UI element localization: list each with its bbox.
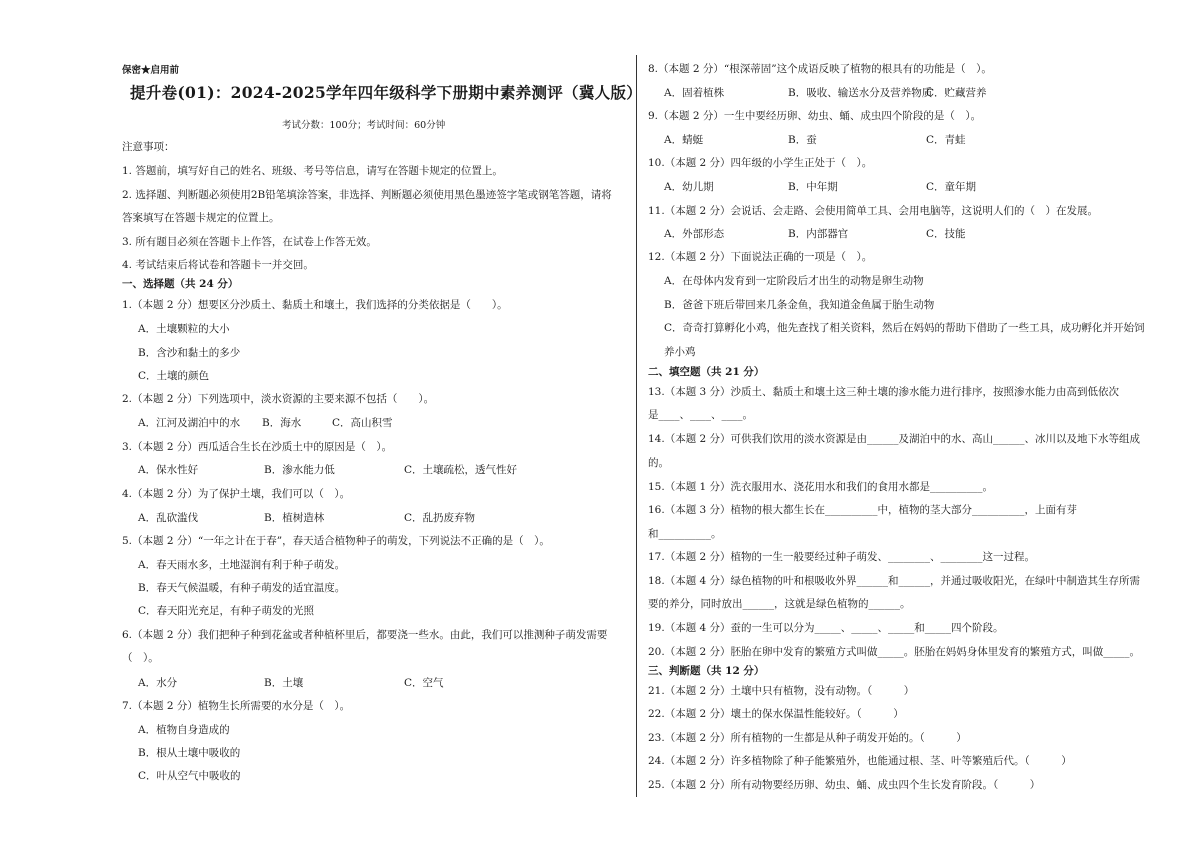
question-4: 4.（本题 2 分）为了保护土壤，我们可以（ ）。 bbox=[122, 488, 351, 500]
q12-option-b: B．爸爸下班后带回来几条金鱼，我知道金鱼属于胎生动物 bbox=[664, 299, 935, 311]
question-18-cont: 要的养分，同时放出______，这就是绿色植物的______。 bbox=[648, 598, 911, 610]
q11-option-c: C．技能 bbox=[926, 228, 966, 240]
question-8: 8.（本题 2 分）“根深蒂固”这个成语反映了植物的根具有的功能是（ ）。 bbox=[648, 63, 992, 75]
question-19: 19.（本题 4 分）蚕的一生可以分为_____、_____、_____和_____四个阶段。 bbox=[648, 622, 1004, 634]
question-12: 12.（本题 2 分）下面说法正确的一项是（ ）。 bbox=[648, 251, 873, 263]
column-divider bbox=[636, 55, 637, 797]
question-1: 1.（本题 2 分）想要区分沙质土、黏质土和壤土，我们选择的分类依据是（ ）。 bbox=[122, 299, 508, 311]
q5-option-c: C．春天阳光充足，有种子萌发的光照 bbox=[138, 605, 315, 617]
question-13-cont: 是____、____、____。 bbox=[648, 409, 753, 421]
note-4: 4. 考试结束后将试卷和答题卡一并交回。 bbox=[122, 259, 314, 271]
q8-option-c: C．贮藏营养 bbox=[926, 87, 987, 99]
q12-option-a: A．在母体内发育到一定阶段后才出生的动物是卵生动物 bbox=[664, 275, 924, 287]
q10-option-c: C．童年期 bbox=[926, 181, 977, 193]
question-25: 25.（本题 2 分）所有动物要经历卵、幼虫、蛹、成虫四个生长发育阶段。（ ） bbox=[648, 779, 1041, 791]
question-16-cont: 和__________。 bbox=[648, 528, 722, 540]
question-6: 6.（本题 2 分）我们把种子种到花盆或者种植杯里后，都要浇一些水。由此，我们可以推测种子萌发需要 bbox=[122, 629, 608, 641]
q1-option-b: B．含沙和黏土的多少 bbox=[138, 347, 241, 359]
question-5: 5.（本题 2 分）“一年之计在于春”，春天适合植物种子的萌发，下列说法不正确的是（ ）。 bbox=[122, 535, 550, 547]
question-3: 3.（本题 2 分）西瓜适合生长在沙质土中的原因是（ ）。 bbox=[122, 441, 393, 453]
exam-meta: 考试分数：100分；考试时间：60分钟 bbox=[282, 120, 446, 131]
question-22: 22.（本题 2 分）壤土的保水保温性能较好。（ ） bbox=[648, 708, 904, 720]
page-title: 提升卷(01)：2024-2025学年四年级科学下册期中素养测评（冀人版） bbox=[130, 83, 643, 102]
section-fill: 二、填空题（共 21 分） bbox=[648, 366, 765, 378]
q2-option-a: A．江河及湖泊中的水 bbox=[138, 417, 241, 429]
q12-option-c: C．奇奇打算孵化小鸡，他先查找了相关资料，然后在妈妈的帮助下借助了一些工具，成功孵化并开始饲 bbox=[664, 322, 1145, 334]
q7-option-b: B．根从土壤中吸收的 bbox=[138, 747, 241, 759]
note-2-cont: 答案填写在答题卡规定的位置上。 bbox=[122, 212, 280, 224]
q6-option-c: C．空气 bbox=[404, 677, 444, 689]
question-11: 11.（本题 2 分）会说话、会走路、会使用简单工具、会用电脑等，这说明人们的（ ）在发展。 bbox=[648, 205, 1099, 217]
question-9: 9.（本题 2 分）一生中要经历卵、幼虫、蛹、成虫四个阶段的是（ ）。 bbox=[648, 110, 982, 122]
q1-option-a: A．土壤颗粒的大小 bbox=[138, 323, 230, 335]
q4-option-b: B．植树造林 bbox=[264, 512, 325, 524]
secret-label: 保密★启用前 bbox=[122, 65, 180, 76]
note-3: 3. 所有题目必须在答题卡上作答，在试卷上作答无效。 bbox=[122, 236, 377, 248]
q2-option-b: B．海水 bbox=[262, 417, 302, 429]
q8-option-b: B．吸收、输送水分及营养物质 bbox=[788, 87, 933, 99]
notes-heading: 注意事项： bbox=[122, 141, 175, 153]
note-2: 2. 选择题、判断题必须使用2B铅笔填涂答案，非选择、判断题必须使用黑色墨迹签字笔或钢笔答题，请将 bbox=[122, 189, 612, 201]
question-17: 17.（本题 2 分）植物的一生一般要经过种子萌发、________、________这一过程。 bbox=[648, 551, 1036, 563]
question-16: 16.（本题 3 分）植物的根大都生长在__________中，植物的茎大部分__________，上面有芽 bbox=[648, 504, 1078, 516]
question-15: 15.（本题 1 分）洗衣服用水、浇花用水和我们的食用水都是__________。 bbox=[648, 481, 994, 493]
question-20: 20.（本题 2 分）胚胎在卵中发育的繁殖方式叫做_____。胚胎在妈妈身体里发育的繁殖方式，叫做_____。 bbox=[648, 646, 1141, 658]
question-24: 24.（本题 2 分）许多植物除了种子能繁殖外，也能通过根、茎、叶等繁殖后代。（ ） bbox=[648, 755, 1072, 767]
q4-option-a: A．乱砍滥伐 bbox=[138, 512, 199, 524]
section-choice: 一、选择题（共 24 分） bbox=[122, 278, 239, 290]
q1-option-c: C．土壤的颜色 bbox=[138, 370, 210, 382]
q7-option-a: A．植物自身造成的 bbox=[138, 724, 230, 736]
q5-option-a: A．春天雨水多，土地湿润有利于种子萌发。 bbox=[138, 559, 346, 571]
section-judge: 三、判断题（共 12 分） bbox=[648, 665, 765, 677]
question-18: 18.（本题 4 分）绿色植物的叶和根吸收外界______和______，并通过吸收阳光，在绿叶中制造其生存所需 bbox=[648, 575, 1141, 587]
q3-option-b: B．渗水能力低 bbox=[264, 464, 335, 476]
q8-option-a: A．固着植株 bbox=[664, 87, 725, 99]
q12-option-c-cont: 养小鸡 bbox=[664, 346, 696, 358]
q9-option-c: C．青蛙 bbox=[926, 134, 966, 146]
q7-option-c: C．叶从空气中吸收的 bbox=[138, 770, 241, 782]
question-14: 14.（本题 2 分）可供我们饮用的淡水资源是由______及湖泊中的水、高山______、冰川以及地下水等组成 bbox=[648, 433, 1141, 445]
q11-option-b: B．内部器官 bbox=[788, 228, 849, 240]
question-14-cont: 的。 bbox=[648, 457, 669, 469]
question-7: 7.（本题 2 分）植物生长所需要的水分是（ ）。 bbox=[122, 700, 351, 712]
question-6-cont: （ ）。 bbox=[122, 652, 159, 664]
question-13: 13.（本题 3 分）沙质土、黏质土和壤土这三种土壤的渗水能力进行排序，按照渗水能力由高到低依次 bbox=[648, 386, 1120, 398]
q10-option-b: B．中年期 bbox=[788, 181, 838, 193]
q3-option-a: A．保水性好 bbox=[138, 464, 199, 476]
q11-option-a: A．外部形态 bbox=[664, 228, 725, 240]
q2-option-c: C．高山积雪 bbox=[332, 417, 393, 429]
q6-option-a: A．水分 bbox=[138, 677, 178, 689]
question-2: 2.（本题 2 分）下列选项中，淡水资源的主要来源不包括（ ）。 bbox=[122, 393, 435, 405]
q10-option-a: A．幼儿期 bbox=[664, 181, 714, 193]
question-21: 21.（本题 2 分）土壤中只有植物，没有动物。（ ） bbox=[648, 685, 915, 697]
q4-option-c: C．乱扔废弃物 bbox=[404, 512, 476, 524]
q5-option-b: B．春天气候温暖，有种子萌发的适宜温度。 bbox=[138, 582, 346, 594]
note-1: 1. 答题前，填写好自己的姓名、班级、考号等信息，请写在答题卡规定的位置上。 bbox=[122, 165, 503, 177]
q9-option-b: B．蚕 bbox=[788, 134, 817, 146]
question-23: 23.（本题 2 分）所有植物的一生都是从种子萌发开始的。（ ） bbox=[648, 732, 967, 744]
question-10: 10.（本题 2 分）四年级的小学生正处于（ ）。 bbox=[648, 157, 873, 169]
q6-option-b: B．土壤 bbox=[264, 677, 304, 689]
q9-option-a: A．蜻蜓 bbox=[664, 134, 704, 146]
q3-option-c: C．土壤疏松，透气性好 bbox=[404, 464, 518, 476]
